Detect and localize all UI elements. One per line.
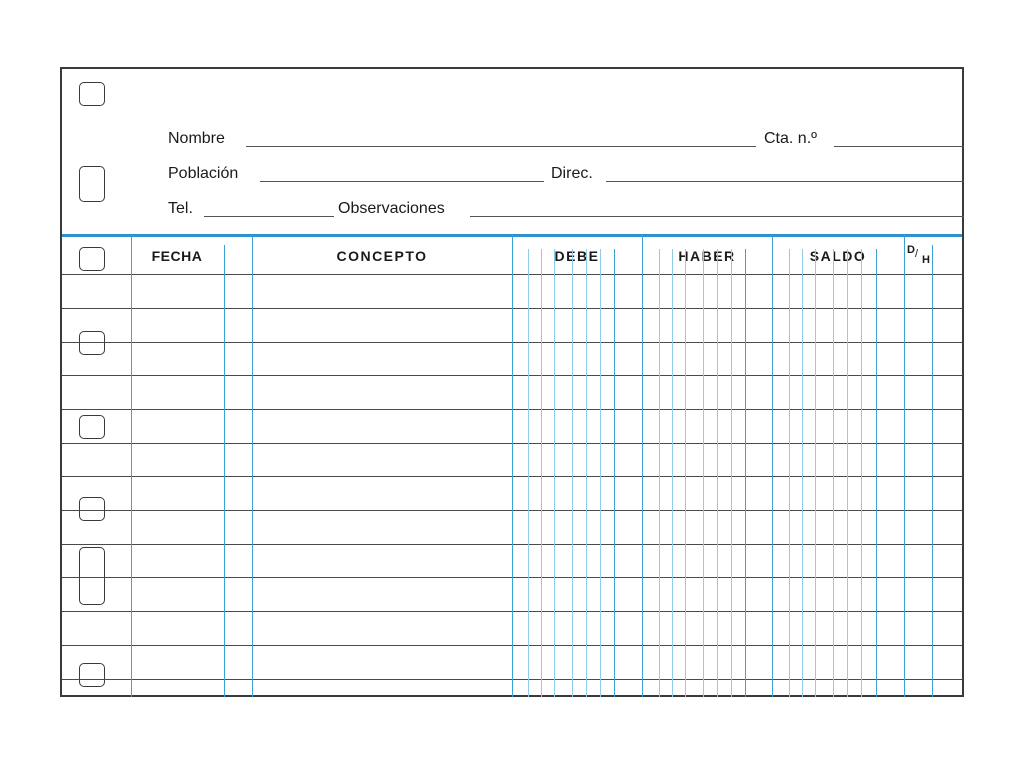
observaciones-label: Observaciones: [338, 200, 445, 217]
binder-hole: [79, 497, 105, 521]
digit-rule-major: [876, 249, 877, 697]
column-divider: [512, 235, 513, 697]
poblacion-field[interactable]: [260, 181, 544, 182]
digit-rule-major: [745, 249, 746, 697]
column-divider: [252, 235, 253, 697]
column-dh-bottom: H: [922, 254, 930, 266]
digit-rule: [672, 249, 673, 697]
cta-field[interactable]: [834, 146, 964, 147]
cta-label: Cta. n.º: [764, 130, 817, 147]
binder-hole: [79, 663, 105, 687]
column-dh-top: D: [907, 244, 915, 256]
column-saldo: SALDO: [809, 248, 867, 264]
digit-rule: [833, 249, 834, 697]
digit-rule: [572, 249, 573, 697]
digit-rule: [815, 249, 816, 697]
column-divider: [224, 245, 225, 697]
observaciones-field[interactable]: [470, 216, 964, 217]
binder-hole: [79, 247, 105, 271]
digit-rule: [528, 249, 529, 697]
binder-hole: [79, 331, 105, 355]
digit-rule: [659, 249, 660, 697]
binder-hole: [79, 547, 105, 605]
column-divider: [131, 235, 132, 697]
binder-hole: [79, 415, 105, 439]
direc-field[interactable]: [606, 181, 964, 182]
column-divider: [642, 235, 643, 697]
poblacion-label: Población: [168, 165, 239, 182]
column-divider: [932, 245, 933, 697]
digit-rule: [847, 249, 848, 697]
digit-rule: [861, 249, 862, 697]
tel-field[interactable]: [204, 216, 334, 217]
digit-rule: [600, 249, 601, 697]
digit-rule: [685, 249, 686, 697]
digit-rule: [554, 249, 555, 697]
digit-rule: [541, 249, 542, 697]
column-concepto: CONCEPTO: [336, 248, 428, 264]
column-dh-slash: /: [915, 248, 919, 260]
binder-hole: [79, 82, 105, 106]
digit-rule: [802, 249, 803, 697]
digit-rule-major: [614, 249, 615, 697]
direc-label: Direc.: [551, 165, 593, 182]
nombre-label: Nombre: [168, 130, 225, 147]
digit-rule: [789, 249, 790, 697]
column-fecha: FECHA: [151, 248, 203, 264]
digit-rule: [703, 249, 704, 697]
binder-hole: [79, 166, 105, 202]
column-divider: [772, 235, 773, 697]
tel-label: Tel.: [168, 200, 193, 217]
nombre-field[interactable]: [246, 146, 756, 147]
column-debe: DEBE: [554, 248, 600, 264]
digit-rule: [731, 249, 732, 697]
digit-rule: [717, 249, 718, 697]
column-haber: HABER: [678, 248, 736, 264]
ledger-card: [60, 67, 964, 697]
digit-rule: [586, 249, 587, 697]
column-divider: [904, 235, 905, 697]
